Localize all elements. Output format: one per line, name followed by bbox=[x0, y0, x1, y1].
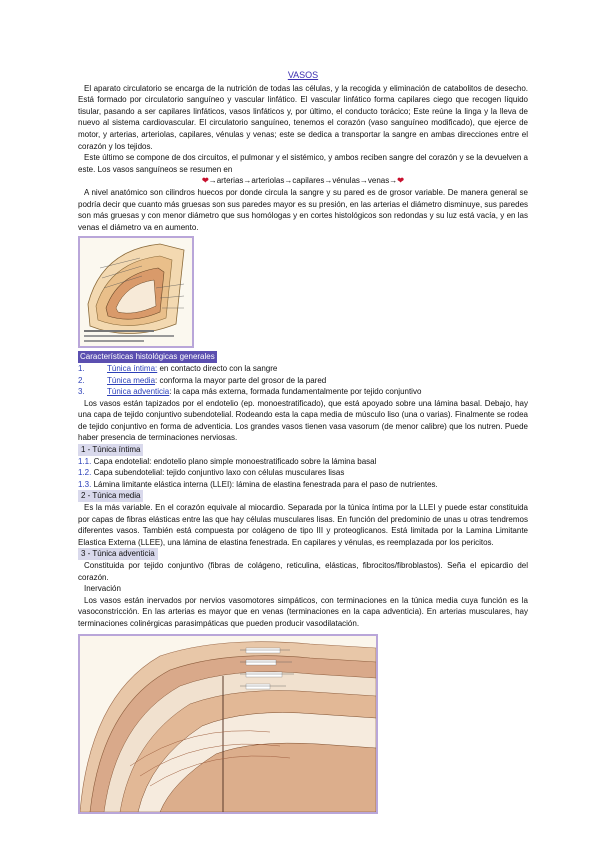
artery-section-drawing bbox=[80, 636, 376, 812]
anatomy-paragraph: A nivel anatómico son cilindros huecos por donde circula la sangre y su pared es de grosor variable. De manera general se podría decir que cuanto más gruesas son sus paredes mayor es su presión, en las arterias el diámetro disminuye, sus paredes son más gruesas y con menor diámetro que sus homólogas y en cortes histológicos son redondas y su luz está vacía, y en las venas el diámetro va en aumento. bbox=[78, 187, 529, 232]
list-item: 3. Túnica adventicia: la capa más externa, formada fundamentalmente por tejido conjuntivo bbox=[78, 387, 422, 397]
section-1-heading: 1 - Túnica íntima bbox=[78, 444, 528, 456]
list-item: 1.3. Lámina limitante elástica interna (LLEI): lámina de elastina fenestrada para el paso de nutrientes. bbox=[78, 479, 438, 489]
vessel-wall-illustration bbox=[78, 236, 194, 348]
section-2-heading: 2 - Túnica media bbox=[78, 490, 528, 502]
list-item: 1.2. Capa subendotelial: tejido conjuntivo laxo con células musculares lisas bbox=[78, 468, 345, 478]
tunica-media-link[interactable]: Túnica media bbox=[107, 375, 156, 385]
section-3-heading: 3 - Túnica adventicia bbox=[78, 548, 528, 560]
vessel-wall-drawing bbox=[80, 238, 192, 346]
tapizado-paragraph: Los vasos están tapizados por el endotelio (ep. monoestratificado), que está apoyado sobre una lámina basal. Debajo, hay una capa de tejido conjuntivo subendotelial. Rodeando esta la capa media de músculo liso (una o varias). Finalmente se rodea de tejido conjuntivo en forma de adventicia. Los grandes vasos tienen vasa vasorum (de menor calibre) que los nutren. Puede haber presencia de terminaciones nerviosas. bbox=[78, 398, 528, 443]
histo-section-heading: Características histológicas generales bbox=[80, 352, 215, 362]
page-title: VASOS bbox=[287, 70, 319, 80]
list-item: 1. Túnica íntima: en contacto directo con la sangre bbox=[78, 363, 278, 373]
document-page bbox=[78, 70, 528, 814]
vessel-flow-text: →arterias→arteriolas→capilares→vénulas→venas→ bbox=[208, 176, 398, 186]
tunics-list bbox=[78, 363, 528, 398]
list-item: 1.1. Capa endotelial: endotelio plano simple monoestratificado sobre la lámina basal bbox=[78, 456, 377, 466]
section-2-paragraph: Es la más variable. En el corazón equivale al miocardio. Separada por la túnica íntima por la LLEI y puede estar constituida por capas de fibras elásticas entre las que hay células musculares lisas. En función del predominio de unas u otras tendremos diferentes vasos. También está compuesta por colágeno de tipo III y proteoglicanos. Está limitada por la Lamina Limitante Elastica Externa (LLEE), una lámina de elastina fenestrada. En capilares y vénulas, es reemplazada por los pericitos. bbox=[78, 503, 528, 547]
tunica-adventicia-link[interactable]: Túnica adventicia bbox=[107, 387, 170, 397]
artery-section-illustration bbox=[78, 634, 378, 814]
inervacion-heading: Inervación bbox=[84, 584, 121, 594]
heart-icon: ❤ bbox=[397, 176, 404, 186]
vessel-flow-line bbox=[78, 175, 528, 187]
section-3-paragraph: Constituida por tejido conjuntivo (fibras de colágeno, reticulina, elásticas, fibrocitos/fibroblastos). Seña el epicardio del corazón. bbox=[78, 561, 528, 582]
intro-paragraph: El aparato circulatorio se encarga de la nutrición de todas las células, y la recogida y eliminación de catabolitos de desecho. Está formado por circulatorio sanguíneo y vascular linfático. El vascular linfático forma capilares ciego que recogen líquido tisular, pasando a ser capilares linfáticos, vasos linfáticos y, por último, el conducto torácico; Este reúne la linga y la lleva de nuevo al sistema cardiovascular. El circulatorio sanguíneo, tenemos el corazón (vaso sanguíneo modificado), que ejerce de motor, y arterias, arteriolas, capilares, vénulas y venas; este se dedica a transportar la sangre en ambas direcciones entre el corazón y los tejidos. bbox=[78, 83, 528, 151]
list-item: 2. Túnica media: conforma la mayor parte del grosor de la pared bbox=[78, 375, 327, 385]
tunica-intima-link[interactable]: Túnica íntima: bbox=[107, 363, 158, 373]
inervacion-paragraph: Los vasos están inervados por nervios vasomotores simpáticos, con terminaciones en la túnica media cuya función es la vasoconstricción. En las arterias es mayor que en venas (terminaciones en la capa adventicia). En arterias musculares, hay terminaciones colinérgicas parasimpáticas que pueden producir vasodilatación. bbox=[78, 595, 528, 628]
circuits-paragraph: Este último se compone de dos circuitos, el pulmonar y el sistémico, y ambos reciben sangre del corazón y se la devuelven a este. Los vasos sanguíneos se resumen en bbox=[78, 153, 528, 174]
intima-list bbox=[78, 456, 528, 491]
heart-icon: ❤ bbox=[202, 176, 209, 186]
